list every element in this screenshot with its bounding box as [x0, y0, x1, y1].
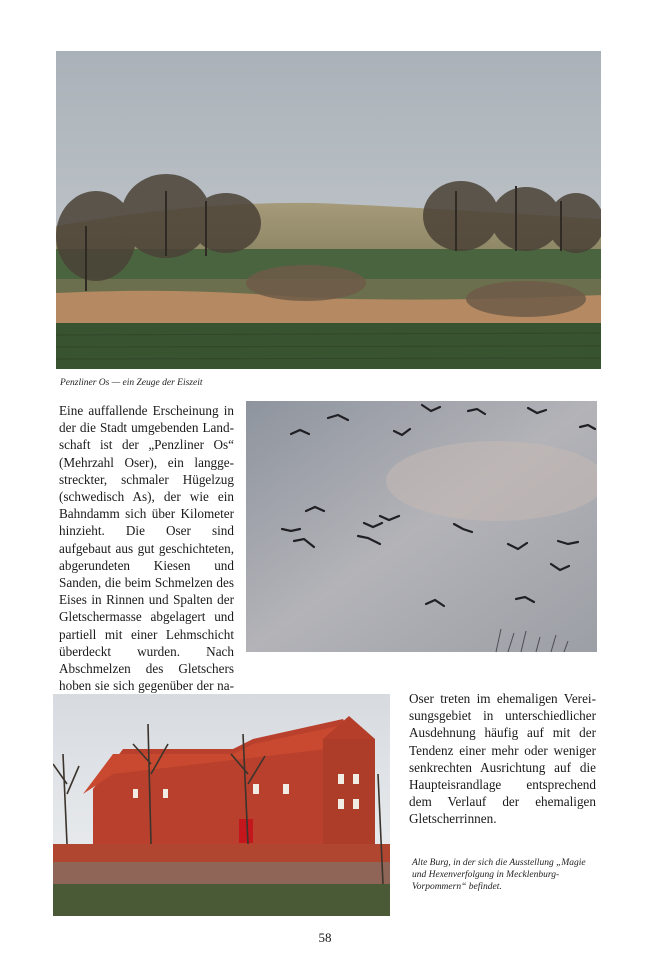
landscape-caption: Penzliner Os — ein Zeuge der Eiszeit	[60, 378, 203, 388]
paragraph-right: Oser treten im ehemaligen Vereisungsgebiet in unterschiedlicher Ausdehnung häufig auf mit der Tendenz einer mehr oder weniger senkrechten Ausrichtung auf die Haupteisrandlage entsprechend dem Verlauf der ehemaligen Gletscherrinnen.	[409, 691, 596, 827]
castle-photo	[53, 694, 390, 916]
geese-photo	[246, 401, 597, 652]
landscape-photo	[56, 51, 601, 369]
paragraph-left: Eine auffallende Erscheinung in der die Stadt umgebenden Landschaft ist der „Penzliner Os“ (Mehrzahl Oser), ein langgestreckter, schmaler Hügelzug (schwedisch As), der wie ein Bahndamm sich über Kilometer hinzieht. Die Oser sind aufgebaut aus gut geschichteten, abgerundeten Kiesen und Sanden, die beim Schmelzen des Eises in Rinnen und Spalten der Gletschermasse abgelagert und partiell mit einer Lehmschicht überdeckt wurden. Nach Abschmelzen des Gletschers hoben sie sich gegenüber der na	[59, 403, 234, 694]
page-number: 58	[318, 930, 332, 945]
castle-caption: Alte Burg, in der sich die Ausstellung „Magie und Hexenverfolgung in Mecklenburg-Vorpommern“ befindet.	[412, 858, 586, 892]
